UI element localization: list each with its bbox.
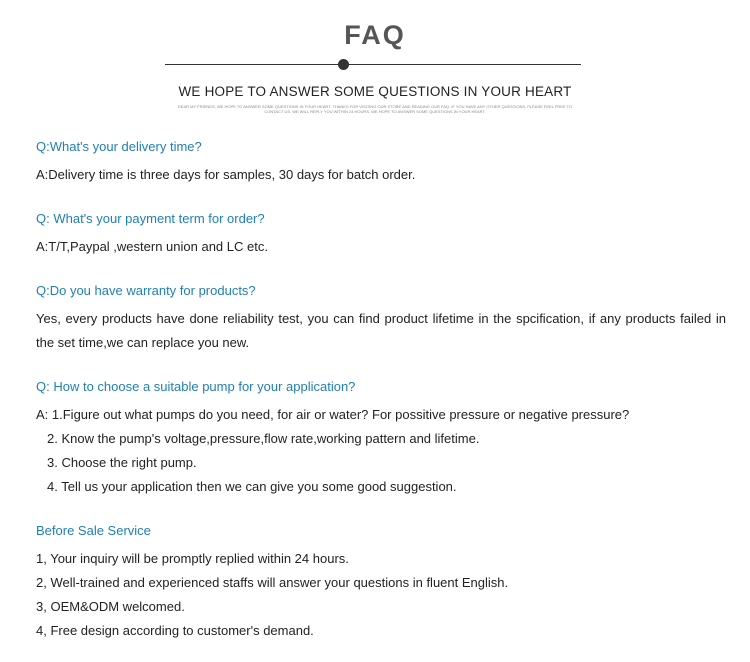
fineprint-text: DEAR MY FRIENDS, WE HOPE TO ANSWER SOME QUESTIONS IN YOUR HEART. THANKS FOR VISITING OUR STORE AND READING OUR FAQ. IF YOU HAVE ANY OTHER QUESTIONS, PLEASE FEEL FREE TO CONTACT US. WE WILL REPLY YOU WITHIN 24 HOURS. WE HOPE TO ANSWER SOME QUESTIONS IN YOUR HEART. xyxy=(177,104,573,114)
faq-question: Q: How to choose a suitable pump for your application? xyxy=(36,379,356,394)
faq-item-warranty xyxy=(36,282,726,355)
section-heading: Before Sale Service xyxy=(36,523,151,538)
faq-answer-line: A: 1.Figure out what pumps do you need, for air or water? For possitive pressure or negative pressure? xyxy=(36,407,630,422)
service-line: 3, OEM&ODM welcomed. xyxy=(36,599,185,614)
title-divider xyxy=(165,64,581,65)
faq-question: Q: What's your payment term for order? xyxy=(36,211,265,226)
faq-answer: Yes, every products have done reliability test, you can find product lifetime in the spcification, if any products failed in the set time,we can replace you new. xyxy=(36,311,726,350)
faq-item-before-sale xyxy=(36,522,726,643)
faq-answer-line: 3. Choose the right pump. xyxy=(47,455,197,470)
service-line: 2, Well-trained and experienced staffs will answer your questions in fluent English. xyxy=(36,575,509,590)
page-subtitle: WE HOPE TO ANSWER SOME QUESTIONS IN YOUR HEART xyxy=(178,84,572,99)
faq-item-payment xyxy=(36,210,726,259)
divider-dot-icon xyxy=(338,59,349,70)
faq-question: Q:Do you have warranty for products? xyxy=(36,283,256,298)
faq-answer: A:T/T,Paypal ,western union and LC etc. xyxy=(36,239,268,254)
page-title: FAQ xyxy=(344,20,406,50)
faq-answer-line: 4. Tell us your application then we can give you some good suggestion. xyxy=(47,479,457,494)
service-line: 4, Free design according to customer's demand. xyxy=(36,623,314,638)
faq-answer-line: 2. Know the pump's voltage,pressure,flow rate,working pattern and lifetime. xyxy=(47,431,480,446)
service-line: 1, Your inquiry will be promptly replied within 24 hours. xyxy=(36,551,349,566)
faq-answer: A:Delivery time is three days for samples, 30 days for batch order. xyxy=(36,167,416,182)
faq-item-choose-pump xyxy=(36,378,726,499)
faq-item-delivery xyxy=(36,138,726,187)
faq-question: Q:What's your delivery time? xyxy=(36,139,202,154)
